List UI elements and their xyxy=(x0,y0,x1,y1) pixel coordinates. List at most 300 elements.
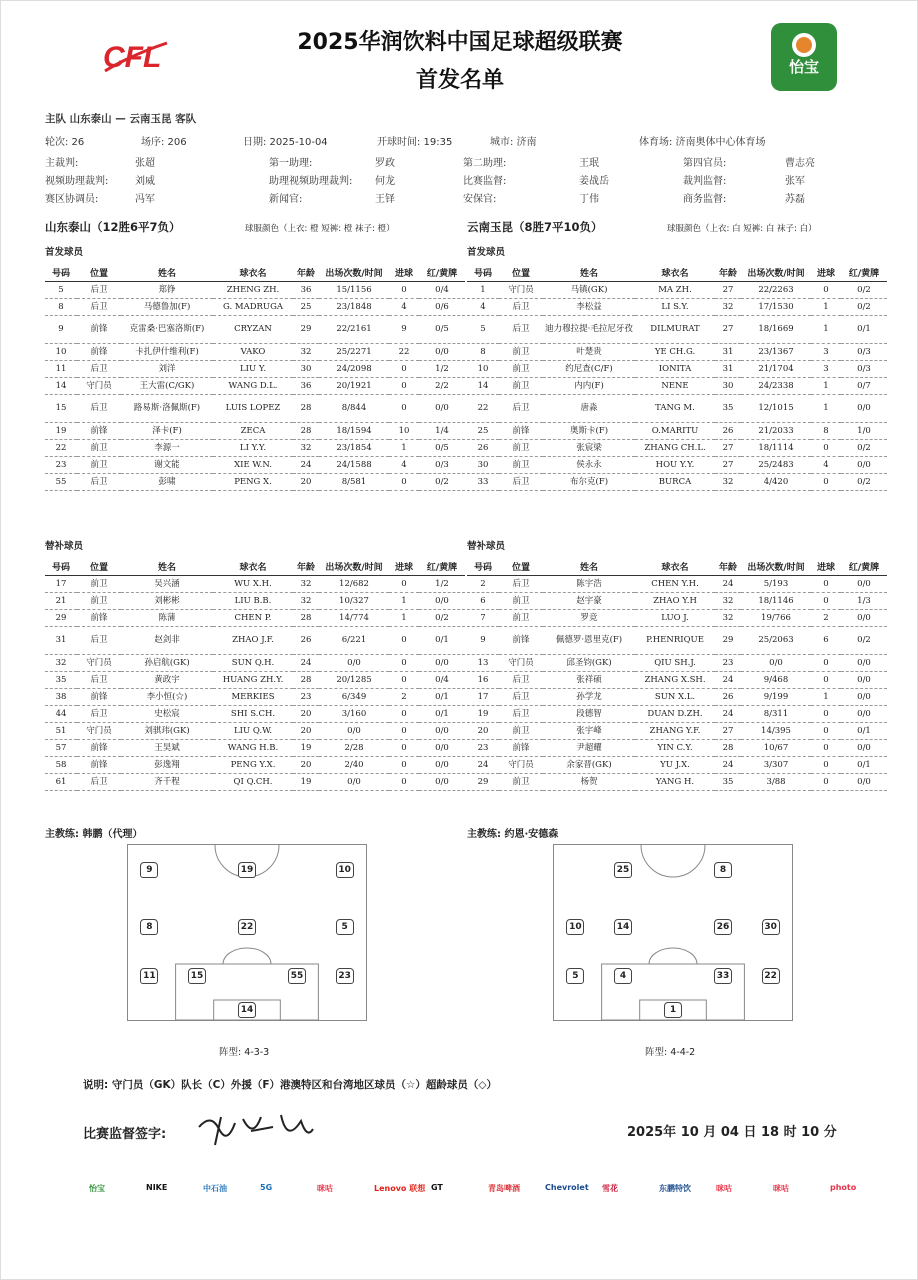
table-cell: 前锋 xyxy=(77,688,121,705)
table-cell: 0/0 xyxy=(841,456,887,473)
table-cell: 32 xyxy=(715,609,741,626)
table-row xyxy=(45,671,465,688)
table-cell: 前卫 xyxy=(499,439,543,456)
table-cell: 后卫 xyxy=(499,671,543,688)
table-cell: 5 xyxy=(467,315,499,343)
table-cell: 路易斯·洛佩斯(F) xyxy=(121,394,213,422)
table-cell: 杨贺 xyxy=(543,773,635,790)
table-cell: 18/1669 xyxy=(741,315,811,343)
sponsor-logo: 东鹏特饮 xyxy=(659,1184,691,1193)
table-cell: 前卫 xyxy=(499,343,543,360)
table-cell: WU X.H. xyxy=(213,575,293,592)
table-cell: 后卫 xyxy=(77,298,121,315)
table-cell: 吴兴涵 xyxy=(121,575,213,592)
table-cell: 0/2 xyxy=(419,609,465,626)
table-cell: 0/2 xyxy=(841,473,887,490)
table-cell: 21/1704 xyxy=(741,360,811,377)
player-shirt: 4 xyxy=(614,968,632,984)
table-cell: 后卫 xyxy=(77,473,121,490)
table-cell: 后卫 xyxy=(77,773,121,790)
table-cell: 前锋 xyxy=(77,739,121,756)
table-cell: NENE xyxy=(635,377,715,394)
table-cell: 0 xyxy=(389,705,419,722)
table-cell: 0/0 xyxy=(419,722,465,739)
table-cell: 0 xyxy=(389,654,419,671)
table-row xyxy=(45,722,465,739)
column-header: 姓名 xyxy=(121,559,213,575)
table-cell: 余家晋(GK) xyxy=(543,756,635,773)
table-cell: 奥斯卡(F) xyxy=(543,422,635,439)
official-name: 冯军 xyxy=(135,194,155,205)
table-cell: 后卫 xyxy=(77,671,121,688)
table-cell: 前卫 xyxy=(499,592,543,609)
table-cell: YU J.X. xyxy=(635,756,715,773)
table-cell: 王大雷(C/GK) xyxy=(121,377,213,394)
official-name: 何龙 xyxy=(375,176,395,187)
table-cell: 0/2 xyxy=(841,626,887,654)
table-cell: 32 xyxy=(715,473,741,490)
svg-text:CFL: CFL xyxy=(103,41,162,74)
table-cell: 27 xyxy=(715,315,741,343)
table-cell: 23 xyxy=(467,739,499,756)
table-cell: 罗竞 xyxy=(543,609,635,626)
official-name: 张超 xyxy=(135,158,155,169)
table-cell: ZHAO Y.H xyxy=(635,592,715,609)
table-row xyxy=(467,654,887,671)
table-cell: 0/0 xyxy=(419,756,465,773)
table-cell: 32 xyxy=(293,343,319,360)
table-cell: 赵剑非 xyxy=(121,626,213,654)
table-cell: QI Q.CH. xyxy=(213,773,293,790)
table-row xyxy=(467,626,887,654)
column-header: 年龄 xyxy=(715,265,741,281)
table-cell: 1/2 xyxy=(419,575,465,592)
column-header: 进球 xyxy=(389,559,419,575)
table-cell: 0 xyxy=(389,756,419,773)
table-cell: SHI S.CH. xyxy=(213,705,293,722)
official-role: 助理视频助理裁判: xyxy=(269,176,353,187)
table-cell: 36 xyxy=(293,377,319,394)
player-shirt: 33 xyxy=(714,968,732,984)
table-cell: 29 xyxy=(467,773,499,790)
table-cell: ZHANG X.SH. xyxy=(635,671,715,688)
table-cell: 0/0 xyxy=(841,394,887,422)
table-cell: CRYZAN xyxy=(213,315,293,343)
table-cell: 后卫 xyxy=(499,298,543,315)
table-cell: 29 xyxy=(293,315,319,343)
table-row xyxy=(45,315,465,343)
table-cell: 22 xyxy=(45,439,77,456)
table-cell: 前卫 xyxy=(499,360,543,377)
table-cell: 24/2098 xyxy=(319,360,389,377)
match-number: 场序: 206 xyxy=(141,137,187,148)
table-cell: 0 xyxy=(811,756,841,773)
table-cell: 后卫 xyxy=(77,360,121,377)
table-cell: 31 xyxy=(45,626,77,654)
table-cell: 李松益 xyxy=(543,298,635,315)
table-cell: 张宸梁 xyxy=(543,439,635,456)
table-row xyxy=(467,439,887,456)
table-row xyxy=(467,688,887,705)
table-cell: 55 xyxy=(45,473,77,490)
table-cell: 0/0 xyxy=(419,773,465,790)
home-subs-table xyxy=(45,559,465,791)
official-role: 第四官员: xyxy=(683,158,727,169)
table-cell: 8/311 xyxy=(741,705,811,722)
table-cell: 黄政宇 xyxy=(121,671,213,688)
table-cell: 9 xyxy=(467,626,499,654)
table-cell: 佩德罗·恩里克(F) xyxy=(543,626,635,654)
table-cell: 9 xyxy=(45,315,77,343)
table-cell: LI Y.Y. xyxy=(213,439,293,456)
signature-date: 2025年 10 月 04 日 18 时 10 分 xyxy=(627,1125,837,1140)
column-header: 位置 xyxy=(499,559,543,575)
table-cell: 27 xyxy=(715,456,741,473)
table-cell: 29 xyxy=(45,609,77,626)
table-cell: 邱圣钧(GK) xyxy=(543,654,635,671)
column-header: 红/黄牌 xyxy=(419,559,465,575)
table-row xyxy=(45,281,465,298)
column-header: 年龄 xyxy=(293,265,319,281)
official-role: 新闻官: xyxy=(269,194,303,205)
table-cell: 24 xyxy=(293,456,319,473)
table-cell: O.MARITU xyxy=(635,422,715,439)
table-cell: 23/1854 xyxy=(319,439,389,456)
table-cell: 前锋 xyxy=(77,609,121,626)
table-cell: 0 xyxy=(389,575,419,592)
column-header: 姓名 xyxy=(543,265,635,281)
table-cell: 前锋 xyxy=(499,626,543,654)
table-cell: 后卫 xyxy=(77,394,121,422)
column-header: 球衣名 xyxy=(635,559,715,575)
table-cell: 32 xyxy=(293,592,319,609)
table-cell: 8 xyxy=(811,422,841,439)
table-cell: 12/682 xyxy=(319,575,389,592)
table-cell: 前卫 xyxy=(499,456,543,473)
table-cell: 前卫 xyxy=(499,609,543,626)
table-row xyxy=(45,773,465,790)
table-cell: 守门员 xyxy=(499,756,543,773)
official-name: 姜战岳 xyxy=(579,176,609,187)
table-cell: LI S.Y. xyxy=(635,298,715,315)
table-cell: 35 xyxy=(715,394,741,422)
table-cell: 28 xyxy=(293,671,319,688)
table-cell: 8/844 xyxy=(319,394,389,422)
table-cell: HOU Y.Y. xyxy=(635,456,715,473)
table-cell: 35 xyxy=(715,773,741,790)
official-name: 曹志亮 xyxy=(785,158,815,169)
table-cell: 21/2033 xyxy=(741,422,811,439)
table-cell: 0 xyxy=(811,473,841,490)
table-cell: 25/2063 xyxy=(741,626,811,654)
column-header: 姓名 xyxy=(121,265,213,281)
table-cell: 0/0 xyxy=(841,671,887,688)
table-cell: LIU Y. xyxy=(213,360,293,377)
column-header: 年龄 xyxy=(715,559,741,575)
table-cell: 2 xyxy=(811,609,841,626)
table-cell: 前锋 xyxy=(499,422,543,439)
table-cell: HUANG ZH.Y. xyxy=(213,671,293,688)
player-shirt: 14 xyxy=(238,1002,256,1018)
table-cell: 马德鲁加(F) xyxy=(121,298,213,315)
player-shirt: 8 xyxy=(714,862,732,878)
table-cell: CHEN Y.H. xyxy=(635,575,715,592)
table-cell: 5/193 xyxy=(741,575,811,592)
table-cell: 8/581 xyxy=(319,473,389,490)
column-header: 位置 xyxy=(77,265,121,281)
table-cell: 0 xyxy=(389,722,419,739)
official-role: 比赛监督: xyxy=(463,176,507,187)
table-cell: 31 xyxy=(715,343,741,360)
table-cell: 24 xyxy=(715,575,741,592)
table-row xyxy=(45,739,465,756)
table-cell: 26 xyxy=(293,626,319,654)
player-shirt: 15 xyxy=(188,968,206,984)
table-row xyxy=(45,473,465,490)
official-role: 视频助理裁判: xyxy=(45,176,109,187)
teams-line: 主队 山东泰山 — 云南玉昆 客队 xyxy=(45,113,197,125)
column-header: 年龄 xyxy=(293,559,319,575)
table-cell: 孙学龙 xyxy=(543,688,635,705)
table-cell: 9/468 xyxy=(741,671,811,688)
table-cell: 29 xyxy=(715,626,741,654)
table-cell: 0/0 xyxy=(419,739,465,756)
table-cell: PENG X. xyxy=(213,473,293,490)
table-row xyxy=(45,609,465,626)
table-cell: 23 xyxy=(45,456,77,473)
table-cell: 后卫 xyxy=(77,281,121,298)
table-cell: 1 xyxy=(467,281,499,298)
table-cell: 0/3 xyxy=(841,360,887,377)
column-header: 球衣名 xyxy=(213,559,293,575)
table-cell: 0/0 xyxy=(319,722,389,739)
table-cell: 20 xyxy=(467,722,499,739)
table-cell: 1 xyxy=(389,592,419,609)
official-role: 赛区协调员: xyxy=(45,194,99,205)
table-cell: DUAN D.ZH. xyxy=(635,705,715,722)
table-cell: 0/3 xyxy=(419,456,465,473)
table-row xyxy=(467,739,887,756)
table-cell: 23 xyxy=(715,654,741,671)
sponsor-logo: 咪咕 xyxy=(317,1184,333,1193)
venue: 体育场: 济南奥体中心体育场 xyxy=(639,137,766,148)
table-row xyxy=(467,575,887,592)
column-header: 号码 xyxy=(467,559,499,575)
table-cell: 19 xyxy=(293,773,319,790)
table-row xyxy=(467,343,887,360)
table-cell: 2/28 xyxy=(319,739,389,756)
table-cell: LUO J. xyxy=(635,609,715,626)
table-cell: 陈宇浩 xyxy=(543,575,635,592)
away-subs-table xyxy=(467,559,887,791)
table-row xyxy=(45,394,465,422)
table-cell: 4 xyxy=(389,456,419,473)
table-cell: 唐淼 xyxy=(543,394,635,422)
table-cell: 守门员 xyxy=(77,722,121,739)
table-row xyxy=(467,592,887,609)
table-cell: 守门员 xyxy=(499,654,543,671)
table-cell: 赵宇豪 xyxy=(543,592,635,609)
table-row xyxy=(45,688,465,705)
column-header: 姓名 xyxy=(543,559,635,575)
table-cell: 段德智 xyxy=(543,705,635,722)
home-coach: 主教练: 韩鹏（代理） xyxy=(45,829,143,840)
official-name: 罗政 xyxy=(375,158,395,169)
table-row xyxy=(45,626,465,654)
column-header: 红/黄牌 xyxy=(841,559,887,575)
table-cell: 1 xyxy=(811,394,841,422)
kickoff-time: 开球时间: 19:35 xyxy=(377,137,453,148)
table-cell: 0 xyxy=(811,439,841,456)
table-cell: 0/2 xyxy=(419,473,465,490)
player-shirt: 22 xyxy=(762,968,780,984)
table-cell: 6/349 xyxy=(319,688,389,705)
table-cell: 24/2338 xyxy=(741,377,811,394)
table-cell: SUN X.L. xyxy=(635,688,715,705)
table-cell: 0/5 xyxy=(419,439,465,456)
table-cell: 10 xyxy=(45,343,77,360)
table-cell: 0/1 xyxy=(419,705,465,722)
table-cell: 刘洋 xyxy=(121,360,213,377)
table-cell: 20/1285 xyxy=(319,671,389,688)
table-cell: 10 xyxy=(467,360,499,377)
home-subs-label: 替补球员 xyxy=(45,541,84,552)
player-shirt: 9 xyxy=(140,862,158,878)
table-row xyxy=(467,705,887,722)
table-cell: ZHANG CH.L. xyxy=(635,439,715,456)
player-shirt: 8 xyxy=(140,919,158,935)
table-cell: 3/88 xyxy=(741,773,811,790)
table-cell: 32 xyxy=(293,439,319,456)
home-starters-label: 首发球员 xyxy=(45,247,84,258)
table-cell: 迪力穆拉提·毛拉尼牙孜 xyxy=(543,315,635,343)
home-formation: 阵型: 4-3-3 xyxy=(219,1047,270,1058)
table-cell: 刘骐玮(GK) xyxy=(121,722,213,739)
table-cell: 后卫 xyxy=(77,626,121,654)
table-cell: 前卫 xyxy=(77,439,121,456)
official-role: 第一助理: xyxy=(269,158,313,169)
table-cell: 0/1 xyxy=(841,756,887,773)
table-row xyxy=(45,592,465,609)
table-cell: 0/0 xyxy=(841,609,887,626)
official-name: 王珉 xyxy=(579,158,599,169)
home-formation-pitch xyxy=(127,844,367,1021)
table-cell: 0/0 xyxy=(419,343,465,360)
sponsor-logo: 咪咕 xyxy=(773,1184,789,1193)
table-cell: 36 xyxy=(293,281,319,298)
table-row xyxy=(467,315,887,343)
table-cell: P.HENRIQUE xyxy=(635,626,715,654)
table-cell: 24/1588 xyxy=(319,456,389,473)
table-cell: 克雷桑·巴塞洛斯(F) xyxy=(121,315,213,343)
official-name: 丁伟 xyxy=(579,194,599,205)
table-cell: 0 xyxy=(389,281,419,298)
sponsor-logo: 青岛啤酒 xyxy=(488,1184,520,1193)
column-header: 出场次数/时间 xyxy=(319,265,389,281)
table-cell: 6 xyxy=(811,626,841,654)
table-row xyxy=(467,456,887,473)
table-cell: 0 xyxy=(811,705,841,722)
table-cell: 19 xyxy=(45,422,77,439)
table-cell: 24 xyxy=(467,756,499,773)
table-cell: 谢文能 xyxy=(121,456,213,473)
table-cell: 0 xyxy=(389,394,419,422)
table-cell: 0/4 xyxy=(419,281,465,298)
table-cell: 15 xyxy=(45,394,77,422)
table-cell: 14/395 xyxy=(741,722,811,739)
official-role: 商务监督: xyxy=(683,194,727,205)
official-name: 王铎 xyxy=(375,194,395,205)
table-row xyxy=(467,773,887,790)
table-cell: YIN C.Y. xyxy=(635,739,715,756)
table-cell: 0/6 xyxy=(419,298,465,315)
table-cell: 前锋 xyxy=(77,756,121,773)
table-cell: 24 xyxy=(715,671,741,688)
table-cell: 22 xyxy=(389,343,419,360)
official-role: 第二助理: xyxy=(463,158,507,169)
table-cell: 0/0 xyxy=(841,688,887,705)
column-header: 出场次数/时间 xyxy=(319,559,389,575)
table-cell: 内内(F) xyxy=(543,377,635,394)
table-cell: 14 xyxy=(467,377,499,394)
column-header: 球衣名 xyxy=(635,265,715,281)
column-header: 位置 xyxy=(77,559,121,575)
table-cell: 前卫 xyxy=(499,722,543,739)
table-cell: 0/1 xyxy=(419,688,465,705)
table-cell: 张宇峰 xyxy=(543,722,635,739)
table-cell: 17 xyxy=(467,688,499,705)
table-cell: 0/0 xyxy=(841,575,887,592)
legend-note: 说明: 守门员（GK）队长（C）外援（F）港澳特区和台湾地区球员（☆）超龄球员（◇） xyxy=(83,1079,497,1091)
table-row xyxy=(45,377,465,394)
table-cell: 27 xyxy=(715,281,741,298)
table-cell: 0 xyxy=(811,592,841,609)
table-cell: 10 xyxy=(389,422,419,439)
table-cell: 前锋 xyxy=(77,422,121,439)
sheet-title: 首发名单 xyxy=(415,68,504,93)
table-row xyxy=(467,671,887,688)
table-cell: 前卫 xyxy=(77,575,121,592)
table-cell: 前卫 xyxy=(499,377,543,394)
table-cell: 后卫 xyxy=(499,575,543,592)
table-cell: ZECA xyxy=(213,422,293,439)
player-shirt: 26 xyxy=(714,919,732,935)
table-cell: 0 xyxy=(811,773,841,790)
table-cell: 38 xyxy=(45,688,77,705)
table-cell: 28 xyxy=(715,739,741,756)
away-starters-label: 首发球员 xyxy=(467,247,506,258)
svg-text:怡宝: 怡宝 xyxy=(788,58,820,76)
table-cell: 0 xyxy=(389,473,419,490)
official-role: 安保官: xyxy=(463,194,497,205)
table-cell: 27 xyxy=(715,722,741,739)
table-cell: 24 xyxy=(293,654,319,671)
table-cell: 10/327 xyxy=(319,592,389,609)
pitch-lines xyxy=(554,845,792,1020)
table-cell: MERKIES xyxy=(213,688,293,705)
table-cell: 0/0 xyxy=(841,739,887,756)
official-name: 苏磊 xyxy=(785,194,805,205)
table-cell: 张祥硕 xyxy=(543,671,635,688)
table-row xyxy=(45,360,465,377)
table-cell: 25/2483 xyxy=(741,456,811,473)
table-cell: 27 xyxy=(715,439,741,456)
table-cell: 马镇(GK) xyxy=(543,281,635,298)
table-cell: ZHANG Y.F. xyxy=(635,722,715,739)
table-cell: 0/0 xyxy=(319,654,389,671)
sponsor-logo: Chevrolet xyxy=(545,1183,589,1192)
table-cell: 61 xyxy=(45,773,77,790)
